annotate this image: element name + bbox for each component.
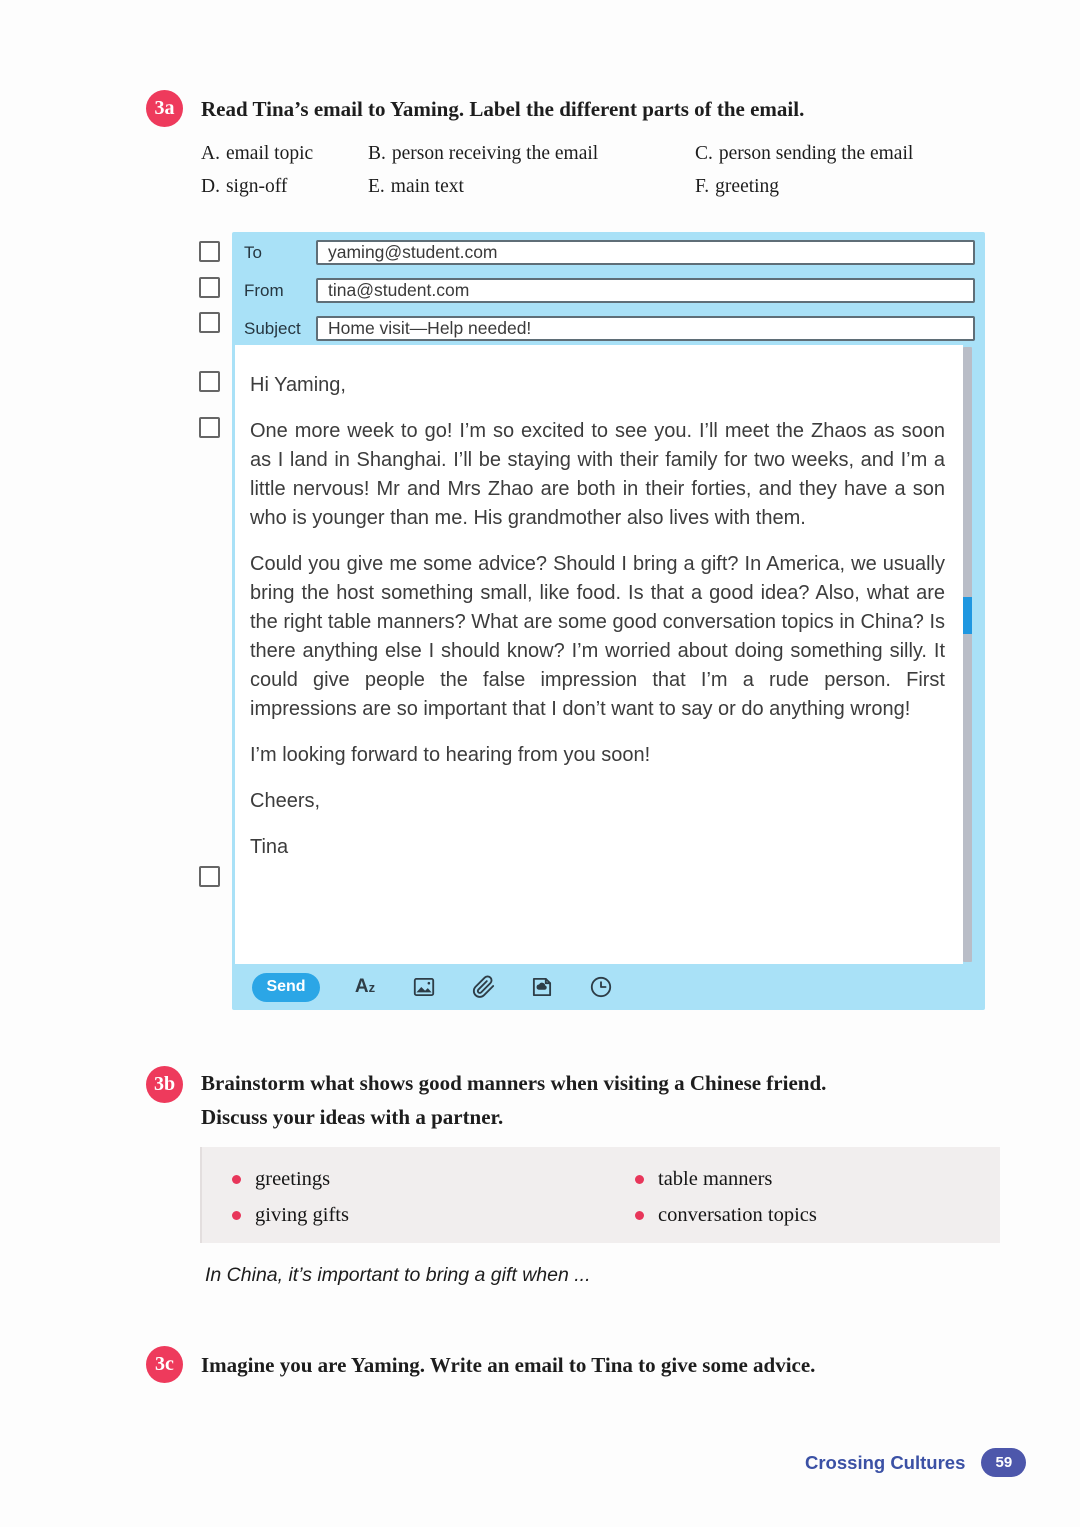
exercise-3a-badge: 3a bbox=[146, 90, 183, 127]
bullet-icon bbox=[635, 1175, 644, 1184]
exercise-3c-badge: 3c bbox=[146, 1346, 183, 1383]
exercise-3b-title bbox=[201, 1066, 1001, 1134]
example-sentence: In China, it’s important to bring a gift when ... bbox=[205, 1264, 591, 1286]
unit-title: Crossing Cultures bbox=[805, 1451, 966, 1473]
email-signature: Tina bbox=[250, 836, 289, 858]
idea-greetings: greetings bbox=[232, 1164, 635, 1194]
subject-input[interactable] bbox=[316, 316, 975, 341]
idea-table-manners: table manners bbox=[635, 1164, 1000, 1194]
email-from-row bbox=[244, 278, 975, 303]
bullet-icon bbox=[635, 1211, 644, 1220]
option-f: F. greeting bbox=[695, 176, 780, 197]
checkbox-sign-off[interactable] bbox=[199, 866, 220, 887]
option-a: A. email topic bbox=[201, 143, 314, 164]
option-d: D. sign-off bbox=[201, 176, 288, 197]
exercise-3b-badge: 3b bbox=[146, 1066, 183, 1103]
brainstorm-ideas-box bbox=[200, 1147, 1000, 1243]
schedule-icon[interactable] bbox=[587, 973, 615, 1001]
exercise-3b-title-line-2: Discuss your ideas with a partner. bbox=[201, 1105, 504, 1129]
cloud-file-icon[interactable] bbox=[528, 973, 556, 1001]
email-window bbox=[232, 232, 985, 1010]
email-toolbar bbox=[232, 964, 985, 1010]
idea-giving-gifts: giving gifts bbox=[232, 1200, 635, 1230]
email-paragraph-1: One more week to go! I’m so excited to see you. I’ll meet the Zhaos as soon as I land in Shanghai. I’ll be staying with their family for two weeks, and I’m a little nervous! Mr and Mrs Zhao are both in their forties, and they have a son who is younger than me. His grandmother also lives with them. bbox=[250, 420, 945, 529]
email-greeting: Hi Yaming, bbox=[250, 374, 346, 396]
email-header bbox=[232, 232, 985, 341]
email-scrollbar-track[interactable] bbox=[963, 347, 972, 962]
email-paragraph-3: I’m looking forward to hearing from you soon! bbox=[250, 744, 651, 766]
email-to-row bbox=[244, 240, 975, 265]
checkbox-subject-field[interactable] bbox=[199, 312, 220, 333]
bullet-icon bbox=[232, 1175, 241, 1184]
option-c: C. person sending the email bbox=[695, 143, 914, 164]
attachment-icon[interactable] bbox=[469, 973, 497, 1001]
email-sign-off: Cheers, bbox=[250, 790, 321, 812]
checkbox-main-text[interactable] bbox=[199, 417, 220, 438]
email-body bbox=[235, 345, 963, 964]
option-e: E. main text bbox=[368, 176, 464, 197]
send-button[interactable]: Send bbox=[252, 973, 320, 1002]
page-number-badge: 59 bbox=[981, 1448, 1026, 1477]
insert-image-icon[interactable] bbox=[410, 973, 438, 1001]
bullet-icon bbox=[232, 1211, 241, 1220]
option-b: B. person receiving the email bbox=[368, 143, 599, 164]
idea-conversation-topics: conversation topics bbox=[635, 1200, 1000, 1230]
to-label: To bbox=[244, 242, 262, 262]
from-input[interactable] bbox=[316, 278, 975, 303]
email-paragraph-2: Could you give me some advice? Should I bring a gift? In America, we usually bring the host something small, like food. Is that a good idea? Also, what are the right table manners? What are some good conversation topics in China? Is there anything else I should know? I’m worried about doing something silly. It could give people the false impression that I’m a rude person. First impressions are so important that I don’t want to say or do anything wrong! bbox=[250, 553, 945, 720]
email-subject-row bbox=[244, 316, 975, 341]
exercise-3b-title-line-1: Brainstorm what shows good manners when visiting a Chinese friend. bbox=[201, 1071, 827, 1095]
exercise-3a-title: Read Tina’s email to Yaming. Label the different parts of the email. bbox=[201, 97, 805, 121]
checkbox-from-field[interactable] bbox=[199, 277, 220, 298]
exercise-3c-title: Imagine you are Yaming. Write an email to Tina to give some advice. bbox=[201, 1353, 816, 1377]
checkbox-to-field[interactable] bbox=[199, 241, 220, 262]
font-az-icon[interactable]: A z bbox=[354, 976, 376, 997]
email-scrollbar-thumb[interactable] bbox=[963, 597, 972, 634]
page-footer bbox=[805, 1448, 1026, 1477]
from-label: From bbox=[244, 280, 284, 300]
checkbox-greeting[interactable] bbox=[199, 371, 220, 392]
to-input[interactable] bbox=[316, 240, 975, 265]
subject-label: Subject bbox=[244, 318, 301, 338]
label-options-list bbox=[201, 143, 1001, 198]
